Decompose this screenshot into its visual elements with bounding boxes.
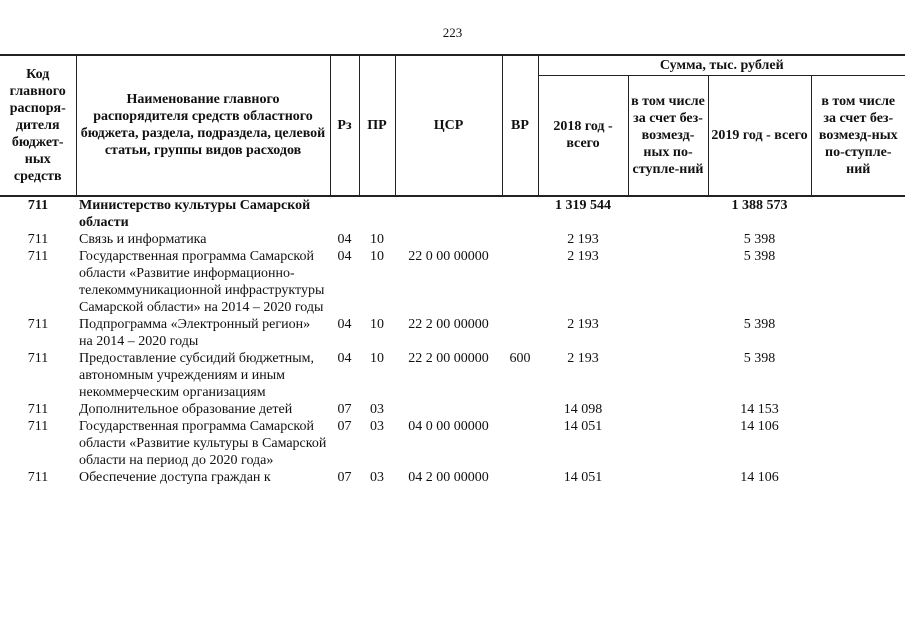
table-row	[0, 401, 905, 418]
table-row	[0, 418, 905, 469]
row-vr	[502, 469, 538, 486]
page-number: 223	[442, 25, 463, 40]
row-code: 711	[27, 469, 49, 485]
row-2019-incl	[811, 418, 905, 469]
header-2018-incl: в том числе за счет без-возмезд-ных по-ступле-ний	[628, 76, 708, 196]
row-name: Государственная программа Самарской области «Развитие культуры в Самарской области на период до 2020 года»	[79, 418, 327, 468]
row-2019-total: 1 388 573	[731, 197, 788, 213]
row-code: 711	[27, 418, 49, 434]
row-pr: 03	[370, 401, 384, 417]
row-rz: 07	[337, 418, 352, 434]
row-pr	[359, 196, 395, 231]
row-rz: 07	[337, 401, 352, 417]
table-row	[0, 196, 905, 231]
row-csr: 22 0 00 00000	[408, 248, 489, 264]
row-pr: 10	[370, 248, 384, 264]
header-sum: Сумма, тыс. рублей	[538, 55, 905, 76]
row-2019-incl	[811, 248, 905, 316]
row-2018-incl	[628, 418, 708, 469]
row-2019-incl	[811, 231, 905, 248]
row-csr	[395, 196, 502, 231]
header-2019-total: 2019 год - всего	[708, 76, 811, 196]
row-2018-total: 14 098	[563, 401, 603, 417]
row-code: 711	[27, 316, 49, 332]
row-vr	[502, 401, 538, 418]
row-2019-incl	[811, 401, 905, 418]
row-2019-incl	[811, 469, 905, 486]
row-pr: 03	[370, 469, 384, 485]
header-name: Наименование главного распорядителя средств областного бюджета, раздела, подраздела, целевой статьи, группы видов расходов	[76, 55, 330, 196]
header-2019-incl: в том числе за счет без-возмезд-ных по-ступле-ний	[811, 76, 905, 196]
table-row	[0, 469, 905, 486]
row-2018-total: 2 193	[567, 316, 599, 332]
row-2018-total: 14 051	[563, 418, 603, 434]
row-2018-incl	[628, 231, 708, 248]
header-csr: ЦСР	[395, 55, 502, 196]
budget-table	[0, 54, 905, 486]
row-vr	[502, 196, 538, 231]
row-2018-incl	[628, 248, 708, 316]
row-pr: 10	[370, 231, 384, 247]
row-name: Государственная программа Самарской области «Развитие информационно-телекоммуникационной инфраструктуры Самарской области» на 2014 – 2020 годы	[79, 248, 325, 315]
row-2018-total: 1 319 544	[555, 197, 611, 213]
header-pr: ПР	[359, 55, 395, 196]
row-pr: 10	[370, 316, 384, 332]
row-name: Министерство культуры Самарской области	[79, 197, 311, 230]
row-name: Связь и информатика	[79, 231, 207, 247]
row-rz: 04	[337, 350, 352, 366]
row-code: 711	[27, 350, 49, 366]
row-2018-total: 2 193	[567, 231, 599, 247]
row-code: 711	[27, 197, 49, 213]
row-name: Дополнительное образование детей	[79, 401, 293, 417]
row-2018-incl	[628, 196, 708, 231]
row-name: Обеспечение доступа граждан к	[79, 469, 271, 485]
header-2018-total: 2018 год - всего	[538, 76, 628, 196]
row-2018-total: 14 051	[563, 469, 603, 485]
row-vr	[502, 418, 538, 469]
row-csr	[395, 401, 502, 418]
row-2018-total: 2 193	[567, 350, 599, 366]
row-csr: 04 0 00 00000	[408, 418, 489, 434]
row-2019-incl	[811, 316, 905, 350]
row-2019-total: 14 153	[740, 401, 779, 417]
row-csr: 04 2 00 00000	[408, 469, 489, 485]
row-name: Предоставление субсидий бюджетным, автономным учреждениям и иным некоммерческим организациям	[79, 350, 315, 400]
table-row	[0, 231, 905, 248]
row-2019-total: 5 398	[743, 248, 776, 264]
row-2019-total: 5 398	[743, 350, 776, 366]
header-vr: ВР	[502, 55, 538, 196]
row-rz: 04	[337, 248, 352, 264]
row-2019-total: 5 398	[743, 316, 776, 332]
row-2018-incl	[628, 469, 708, 486]
table-row	[0, 350, 905, 401]
row-vr	[502, 248, 538, 316]
header-rz: Рз	[330, 55, 359, 196]
header-code: Код главного распоря-дителя бюджет-ных средств	[0, 55, 76, 196]
row-2018-incl	[628, 316, 708, 350]
row-name: Подпрограмма «Электронный регион» на 2014 – 2020 годы	[79, 316, 311, 349]
row-2018-total: 2 193	[567, 248, 599, 264]
row-pr: 03	[370, 418, 384, 434]
row-vr	[502, 231, 538, 248]
table-row	[0, 316, 905, 350]
row-2019-total: 14 106	[740, 418, 779, 434]
row-vr	[502, 316, 538, 350]
row-csr	[395, 231, 502, 248]
row-vr: 600	[509, 350, 531, 366]
row-rz: 04	[337, 316, 352, 332]
row-csr: 22 2 00 00000	[408, 350, 489, 366]
row-2019-total: 14 106	[740, 469, 779, 485]
row-rz: 07	[337, 469, 352, 485]
row-2018-incl	[628, 401, 708, 418]
table-row	[0, 248, 905, 316]
row-2019-total: 5 398	[743, 231, 776, 247]
row-code: 711	[27, 248, 49, 264]
row-code: 711	[27, 401, 49, 417]
row-csr: 22 2 00 00000	[408, 316, 489, 332]
row-rz: 04	[337, 231, 352, 247]
row-rz	[330, 196, 359, 231]
row-code: 711	[27, 231, 49, 247]
row-pr: 10	[370, 350, 384, 366]
row-2018-incl	[628, 350, 708, 401]
row-2019-incl	[811, 350, 905, 401]
row-2019-incl	[811, 196, 905, 231]
